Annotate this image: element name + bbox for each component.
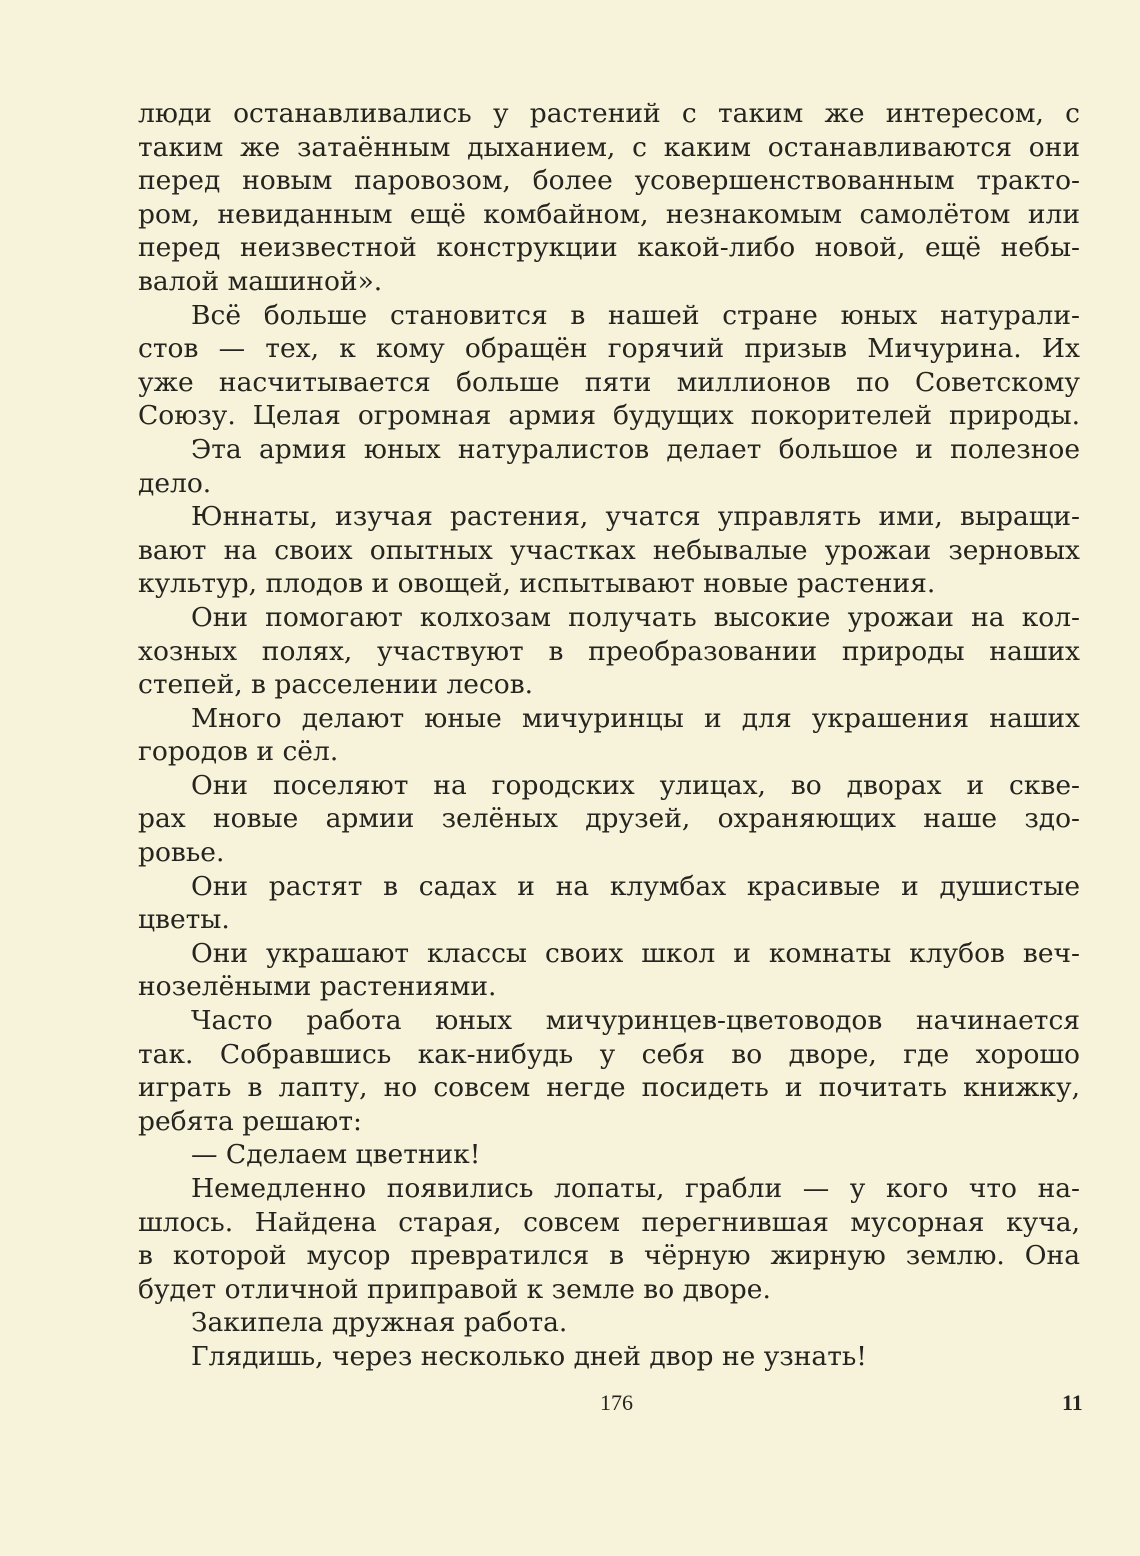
text-line: Они украшают классы своих школ и комнаты клубов веч- xyxy=(191,937,1080,969)
text-line: Эта армия юных натуралистов делает большое и полезное xyxy=(191,433,1080,465)
text-line: будет отличной приправой к земле во дворе. xyxy=(138,1273,771,1305)
text-line: уже насчитывается больше пяти миллионов по Советскому xyxy=(138,366,1080,398)
text-line: в которой мусор превратился в чёрную жирную землю. Она xyxy=(138,1240,1080,1272)
text-line: таким же затаённым дыханием, с каким останавливаются они xyxy=(138,131,1080,163)
text-line: нозелёными растениями. xyxy=(138,971,497,1003)
text-line: рах новые армии зелёных друзей, охраняющих наше здо- xyxy=(138,803,1080,835)
text-line: ром, невиданным ещё комбайном, незнакомым самолётом или xyxy=(138,198,1080,230)
text-line: люди останавливались у растений с таким же интересом, с xyxy=(138,98,1080,129)
text-line: дело. xyxy=(138,467,212,499)
text-line: стов — тех, к кому обращён горячий призыв Мичурина. Их xyxy=(138,333,1080,365)
text-line: играть в лапту, но совсем негде посидеть и почитать книжку, xyxy=(138,1072,1080,1104)
text-line: Они помогают колхозам получать высокие урожаи на кол- xyxy=(191,601,1080,633)
text-line: Юннаты, изучая растения, учатся управлять ими, выращи- xyxy=(191,501,1080,533)
signature-mark: 11 xyxy=(1062,1390,1083,1415)
text-line: Они поселяют на городских улицах, во дворах и скве- xyxy=(191,769,1080,801)
text-line: ребята решают: xyxy=(138,1105,362,1137)
text-line: Они растят в садах и на клумбах красивые и душистые xyxy=(191,870,1080,902)
page-number: 176 xyxy=(600,1390,633,1415)
text-line: Глядишь, через несколько дней двор не узнать! xyxy=(191,1340,867,1372)
text-line: Союзу. Целая огромная армия будущих покорителей природы. xyxy=(138,400,1080,432)
text-line: Всё больше становится в нашей стране юных натурали- xyxy=(191,299,1080,331)
text-line: ровье. xyxy=(138,837,225,869)
text-line: степей, в расселении лесов. xyxy=(138,669,534,701)
text-line: вают на своих опытных участках небывалые урожаи зерновых xyxy=(138,534,1080,566)
text-line: цветы. xyxy=(138,904,230,936)
text-line: — Сделаем цветник! xyxy=(191,1139,481,1171)
text-line: культур, плодов и овощей, испытывают новые растения. xyxy=(138,568,936,600)
text-line: перед неизвестной конструкции какой-либо новой, ещё небы- xyxy=(138,232,1080,264)
text-line: Немедленно появились лопаты, грабли — у кого что на- xyxy=(191,1173,1080,1204)
text-line: хозных полях, участвуют в преобразовании природы наших xyxy=(138,635,1080,667)
text-line: перед новым паровозом, более усовершенствованным тракто- xyxy=(138,165,1080,197)
text-line: так. Собравшись как-нибудь у себя во дворе, где хорошо xyxy=(138,1038,1080,1070)
text-line: шлось. Найдена старая, совсем перегнившая мусорная куча, xyxy=(138,1206,1080,1238)
body-text xyxy=(138,97,1080,1374)
text-line: городов и сёл. xyxy=(138,736,339,768)
text-line: Часто работа юных мичуринцев-цветоводов начинается xyxy=(191,1005,1080,1037)
text-line: Много делают юные мичуринцы и для украшения наших xyxy=(191,702,1080,734)
text-line: валой машиной». xyxy=(138,265,383,297)
text-line: Закипела дружная работа. xyxy=(191,1307,568,1339)
